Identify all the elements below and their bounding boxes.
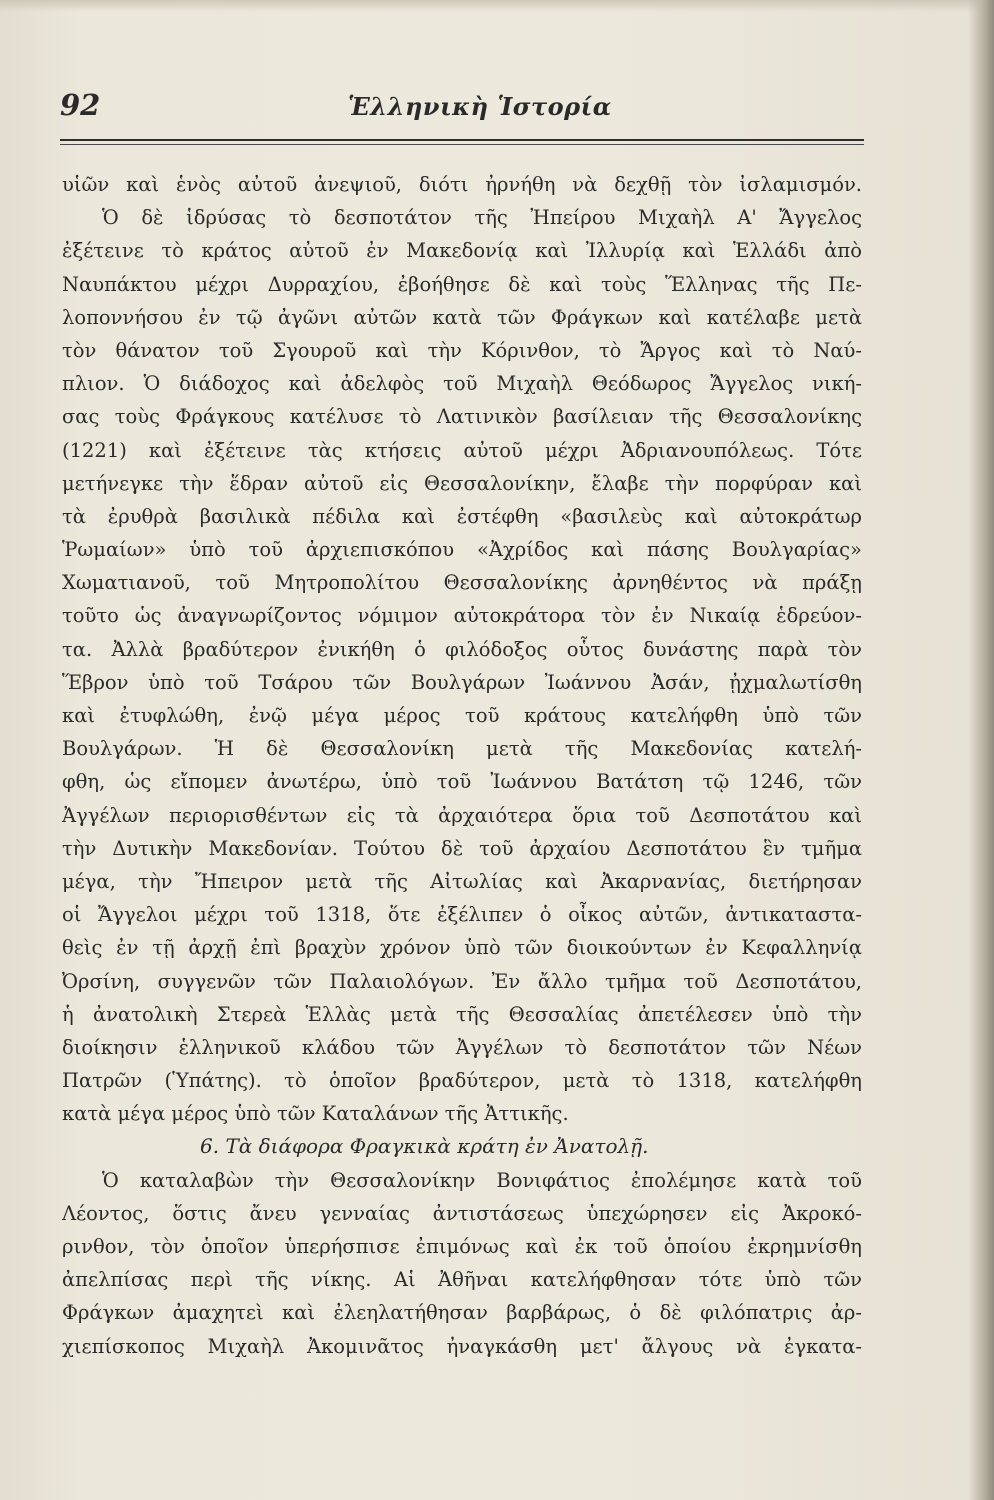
text-line: Ὀρσίνη, συγγενῶν τῶν Παλαιολόγων. Ἐν ἄλλο τμῆμα τοῦ Δεσποτάτου,	[62, 969, 862, 993]
text-line: Ναυπάκτου μέχρι Δυρραχίου, ἐβοήθησε δὲ καὶ τοὺς Ἕλληνας τῆς Πε-	[62, 272, 862, 296]
header-rule	[60, 139, 864, 141]
text-line: Ὁ δὲ ἱδρύσας τὸ δεσποτάτον τῆς Ἠπείρου Μιχαὴλ Α' Ἄγγελος	[102, 206, 862, 230]
text-line: Φράγκων ἀμαχητεὶ καὶ ἐλεηλατήθησαν βαρβάρως, ὁ δὲ φιλόπατρις ἀρ-	[62, 1301, 862, 1325]
text-line: Χωματιανοῦ, τοῦ Μητροπολίτου Θεσσαλονίκης ἀρνηθέντος νὰ πράξῃ	[62, 571, 862, 595]
text-line: φθη, ὡς εἴπομεν ἀνωτέρω, ὑπὸ τοῦ Ἰωάννου Βατάτση τῷ 1246, τῶν	[62, 770, 862, 794]
text-line: μετήνεγκε τὴν ἕδραν αὐτοῦ εἰς Θεσσαλονίκην, ἔλαβε τὴν πορφύραν καὶ	[62, 471, 862, 495]
text-line: μέγα, τὴν Ἤπειρον μετὰ τῆς Αἰτωλίας καὶ Ἀκαρνανίας, διετήρησαν	[62, 869, 862, 893]
text-line: διοίκησιν ἑλληνικοῦ κλάδου τῶν Ἀγγέλων τὸ δεσποτάτον τῶν Νέων	[62, 1035, 862, 1059]
text-line: τὰ ἐρυθρὰ βασιλικὰ πέδιλα καὶ ἐστέφθη «βασιλεὺς καὶ αὐτοκράτωρ	[62, 504, 862, 528]
text-line: Λέοντος, ὅστις ἄνευ γενναίας ἀντιστάσεως ὑπεχώρησεν εἰς Ἀκροκό-	[62, 1201, 862, 1225]
text-line: τα. Ἀλλὰ βραδύτερον ἐνικήθη ὁ φιλόδοξος οὗτος δυνάστης παρὰ τὸν	[62, 637, 862, 661]
text-line: θεὶς ἐν τῇ ἀρχῇ ἐπὶ βραχὺν χρόνον ὑπὸ τῶν διοικούντων ἐν Κεφαλληνίᾳ	[62, 936, 862, 960]
text-line: τὸν θάνατον τοῦ Σγουροῦ καὶ τὴν Κόρινθον, τὸ Ἄργος καὶ τὸ Ναύ-	[62, 338, 862, 362]
section-heading: 6. Τὰ διάφορα Φραγκικὰ κράτη ἐν Ἀνατολῇ.	[200, 1134, 649, 1159]
body-text	[62, 168, 862, 1363]
text-line: κατὰ μέγα μέρος ὑπὸ τῶν Καταλάνων τῆς Ἀττικῆς.	[62, 1102, 569, 1126]
text-line: ἀπελπίσας περὶ τῆς νίκης. Αἱ Ἀθῆναι κατελήφθησαν τότε ὑπὸ τῶν	[62, 1268, 862, 1292]
page-header	[60, 88, 860, 132]
text-line: οἱ Ἄγγελοι μέχρι τοῦ 1318, ὅτε ἐξέλιπεν ὁ οἶκος αὐτῶν, ἀντικαταστα-	[62, 903, 862, 927]
text-line: Πατρῶν (Ὑπάτης). τὸ ὁποῖον βραδύτερον, μετὰ τὸ 1318, κατελήφθη	[62, 1069, 862, 1093]
text-line: υἱῶν καὶ ἑνὸς αὐτοῦ ἀνεψιοῦ, διότι ἠρνήθη νὰ δεχθῇ τὸν ἰσλαμισμόν.	[62, 173, 862, 196]
text-line: σας τοὺς Φράγκους κατέλυσε τὸ Λατινικὸν βασίλειαν τῆς Θεσσαλονίκης	[62, 405, 862, 429]
text-line: Ἕβρον ὑπὸ τοῦ Τσάρου τῶν Βουλγάρων Ἰωάννου Ἀσάν, ᾐχμαλωτίσθη	[62, 670, 862, 694]
text-line: Ῥωμαίων» ὑπὸ τοῦ ἀρχιεπισκόπου «Ἀχρίδος καὶ πάσης Βουλγαρίας»	[62, 538, 862, 562]
text-line: καὶ ἐτυφλώθη, ἐνῷ μέγα μέρος τοῦ κράτους κατελήφθη ὑπὸ τῶν	[62, 704, 862, 727]
running-title: Ἑλληνικὴ Ἱστορία	[348, 92, 612, 121]
text-line: ρινθον, τὸν ὁποῖον ὑπερήσπισε ἐπιμόνως καὶ ἐκ τοῦ ὁποίου ἐκρημνίσθη	[62, 1235, 862, 1258]
text-line: ἐξέτεινε τὸ κράτος αὐτοῦ ἐν Μακεδονίᾳ καὶ Ἰλλυρίᾳ καὶ Ἑλλάδι ἀπὸ	[62, 239, 862, 263]
text-line: Βουλγάρων. Ἡ δὲ Θεσσαλονίκη μετὰ τῆς Μακεδονίας κατελή-	[62, 737, 862, 761]
header-rule-thin	[60, 144, 864, 145]
text-line: Ὁ καταλαβὼν τὴν Θεσσαλονίκην Βονιφάτιος ἐπολέμησε κατὰ τοῦ	[102, 1168, 862, 1192]
text-line: τοῦτο ὡς ἀναγνωρίζοντος νόμιμον αὐτοκράτορα τὸν ἐν Νικαίᾳ ἑδρεύον-	[62, 604, 862, 628]
text-line: λοποννήσου ἐν τῷ ἀγῶνι αὐτῶν κατὰ τῶν Φράγκων καὶ κατέλαβε μετὰ	[62, 305, 862, 329]
text-line: πλιον. Ὁ διάδοχος καὶ ἀδελφὸς τοῦ Μιχαὴλ Θεόδωρος Ἄγγελος νική-	[62, 372, 862, 396]
text-line: χιεπίσκοπος Μιχαὴλ Ἀκομινᾶτος ἠναγκάσθη μετ' ἄλγους νὰ ἐγκατα-	[62, 1334, 862, 1358]
text-line: τὴν Δυτικὴν Μακεδονίαν. Τούτου δὲ τοῦ ἀρχαίου Δεσποτάτου ἓν τμῆμα	[62, 836, 862, 860]
text-line: (1221) καὶ ἐξέτεινε τὰς κτήσεις αὐτοῦ μέχρι Ἀδριανουπόλεως. Τότε	[62, 438, 862, 462]
text-line: ἡ ἀνατολικὴ Στερεὰ Ἑλλὰς μετὰ τῆς Θεσσαλίας ἀπετέλεσεν ὑπὸ τὴν	[62, 1002, 862, 1026]
book-gutter-shadow	[968, 0, 994, 1500]
text-line: Ἀγγέλων περιορισθέντων εἰς τὰ ἀρχαιότερα ὅρια τοῦ Δεσποτάτου καὶ	[62, 803, 862, 827]
page-top-edge	[0, 0, 994, 12]
page-number: 92	[60, 88, 101, 122]
